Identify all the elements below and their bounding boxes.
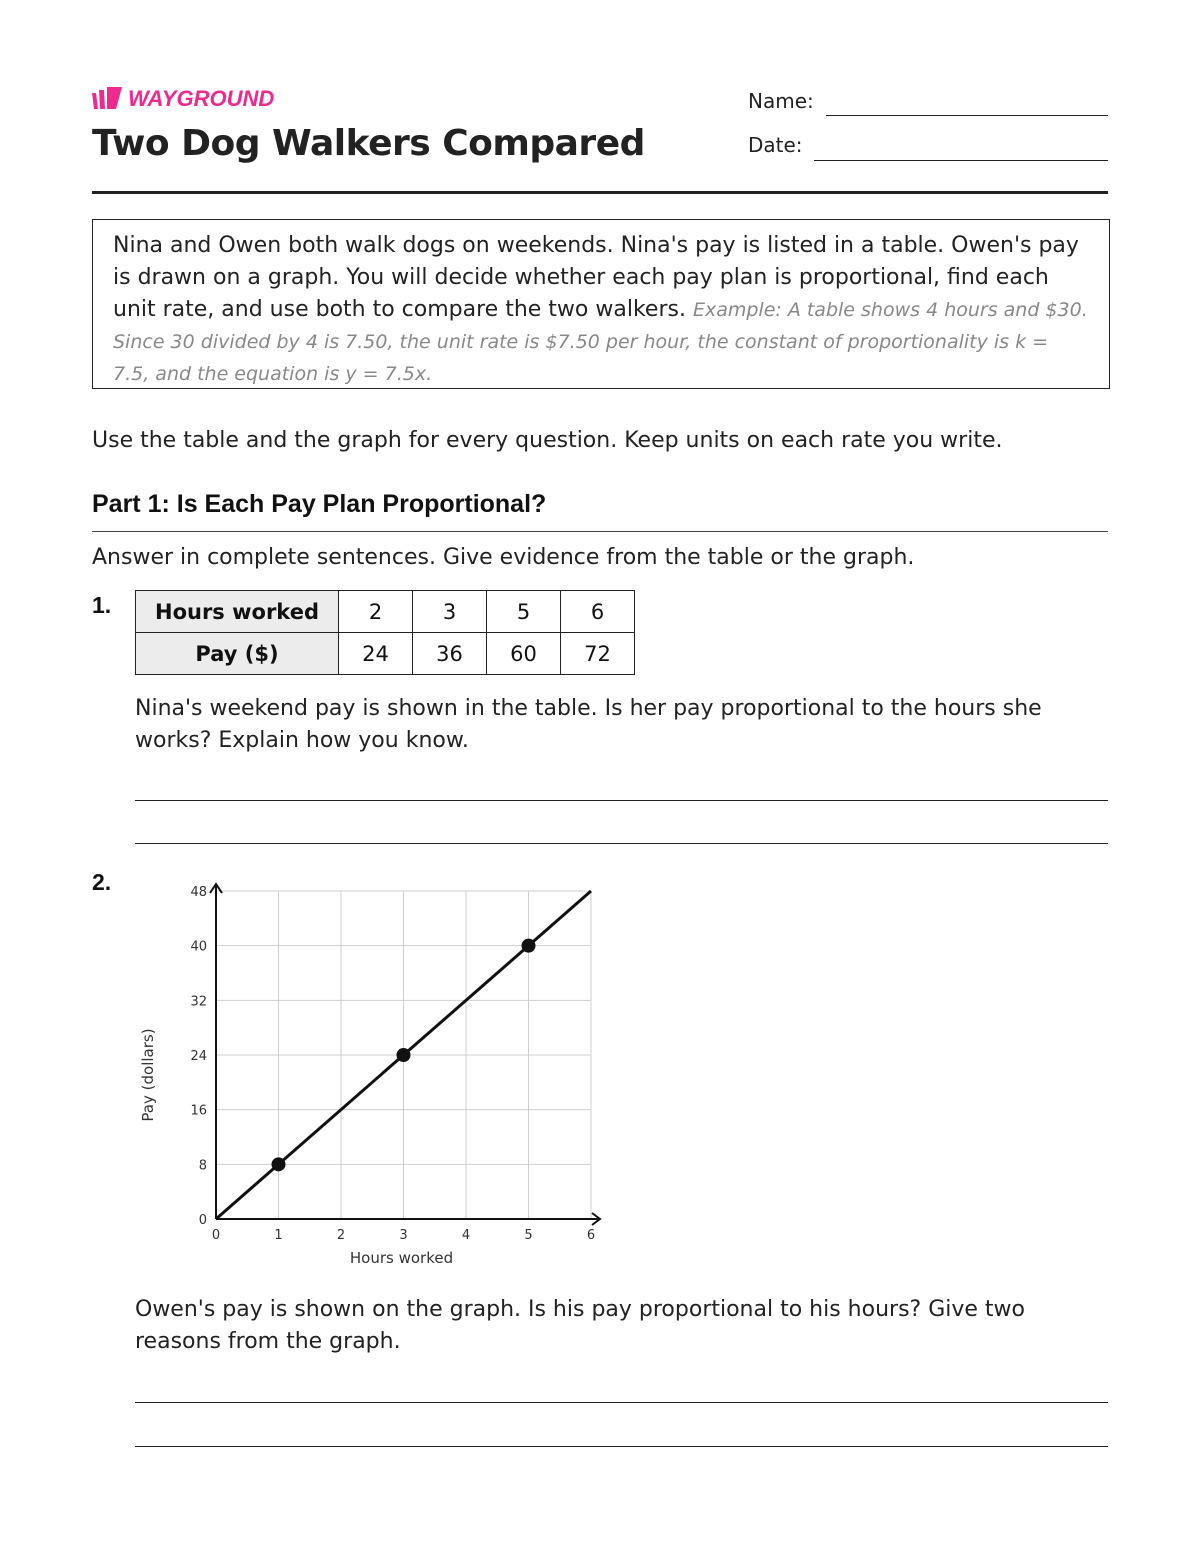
question-1-prompt: Nina's weekend pay is shown in the table. Is her pay proportional to the hours she works? Explain how you know. (135, 696, 1042, 753)
table-cell: 6 (561, 591, 635, 633)
y-tick-label: 24 (190, 1049, 207, 1064)
wayground-logo-icon (92, 87, 122, 111)
data-point (522, 939, 536, 953)
x-axis-label: Hours worked (349, 1249, 454, 1267)
table-cell: 3 (413, 591, 487, 633)
brand-logo (92, 86, 274, 112)
data-point (397, 1048, 411, 1062)
answer-line[interactable] (135, 1446, 1108, 1447)
y-tick-label: 16 (190, 1103, 207, 1119)
date-field[interactable] (814, 160, 1108, 161)
part1-instructions: Answer in complete sentences. Give evidence from the table or the graph. (92, 545, 915, 570)
x-tick-label: 5 (524, 1228, 533, 1243)
table-cell: 36 (413, 633, 487, 675)
name-field[interactable] (826, 115, 1108, 116)
brand-name: WAYGROUND (128, 86, 275, 111)
y-tick-label: 32 (190, 994, 207, 1010)
table-row (136, 633, 635, 675)
date-label: Date: (748, 133, 803, 157)
intro-text: Nina and Owen both walk dogs on weekends. Nina's pay is listed in a table. Owen's pay is drawn on a graph. You will decide whether each pay plan is proportional, find each unit rate, and use both to compare the two walkers. (113, 233, 1079, 322)
table-cell: 5 (487, 591, 561, 633)
x-tick-label: 6 (586, 1228, 596, 1243)
table-row-header: Hours worked (136, 591, 339, 633)
answer-line[interactable] (135, 1402, 1108, 1403)
owen-pay-graph (130, 870, 620, 1280)
data-point (272, 1157, 286, 1171)
general-instructions: Use the table and the graph for every question. Keep units on each rate you write. (92, 428, 1003, 453)
x-tick-label: 1 (274, 1228, 283, 1243)
answer-line[interactable] (135, 800, 1108, 801)
y-axis-label: Pay (dollars) (139, 1028, 157, 1122)
table-cell: 2 (339, 591, 413, 633)
question-2-number: 2. (92, 869, 112, 895)
question-1-number: 1. (92, 592, 112, 618)
x-tick-label: 2 (336, 1228, 346, 1243)
question-2-prompt: Owen's pay is shown on the graph. Is his pay proportional to his hours? Give two reasons from the graph. (135, 1297, 1025, 1354)
x-tick-label: 4 (461, 1228, 471, 1243)
y-tick-label: 40 (190, 939, 207, 955)
name-label: Name: (748, 89, 814, 113)
table-row (136, 591, 635, 633)
nina-pay-table (135, 590, 635, 675)
header-divider (92, 191, 1108, 194)
intro-example: Example: A table shows 4 hours and $30. Since 30 divided by 4 is 7.50, the unit rate is $7.50 per hour, the constant of proportionality is k = 7.5, and the equation is y = 7.5x. (113, 299, 1088, 385)
x-tick-label: 0 (211, 1228, 221, 1243)
y-tick-label: 48 (190, 885, 207, 900)
table-row-header: Pay ($) (136, 633, 339, 675)
part1-heading: Part 1: Is Each Pay Plan Proportional? (92, 490, 547, 518)
table-cell: 24 (339, 633, 413, 675)
table-cell: 72 (561, 633, 635, 675)
intro-box (92, 219, 1110, 389)
y-tick-label: 8 (198, 1158, 207, 1174)
table-cell: 60 (487, 633, 561, 675)
x-tick-label: 3 (399, 1228, 408, 1243)
answer-line[interactable] (135, 843, 1108, 844)
y-tick-label: 0 (198, 1213, 207, 1228)
page-title: Two Dog Walkers Compared (92, 123, 645, 164)
part1-divider (92, 531, 1108, 532)
